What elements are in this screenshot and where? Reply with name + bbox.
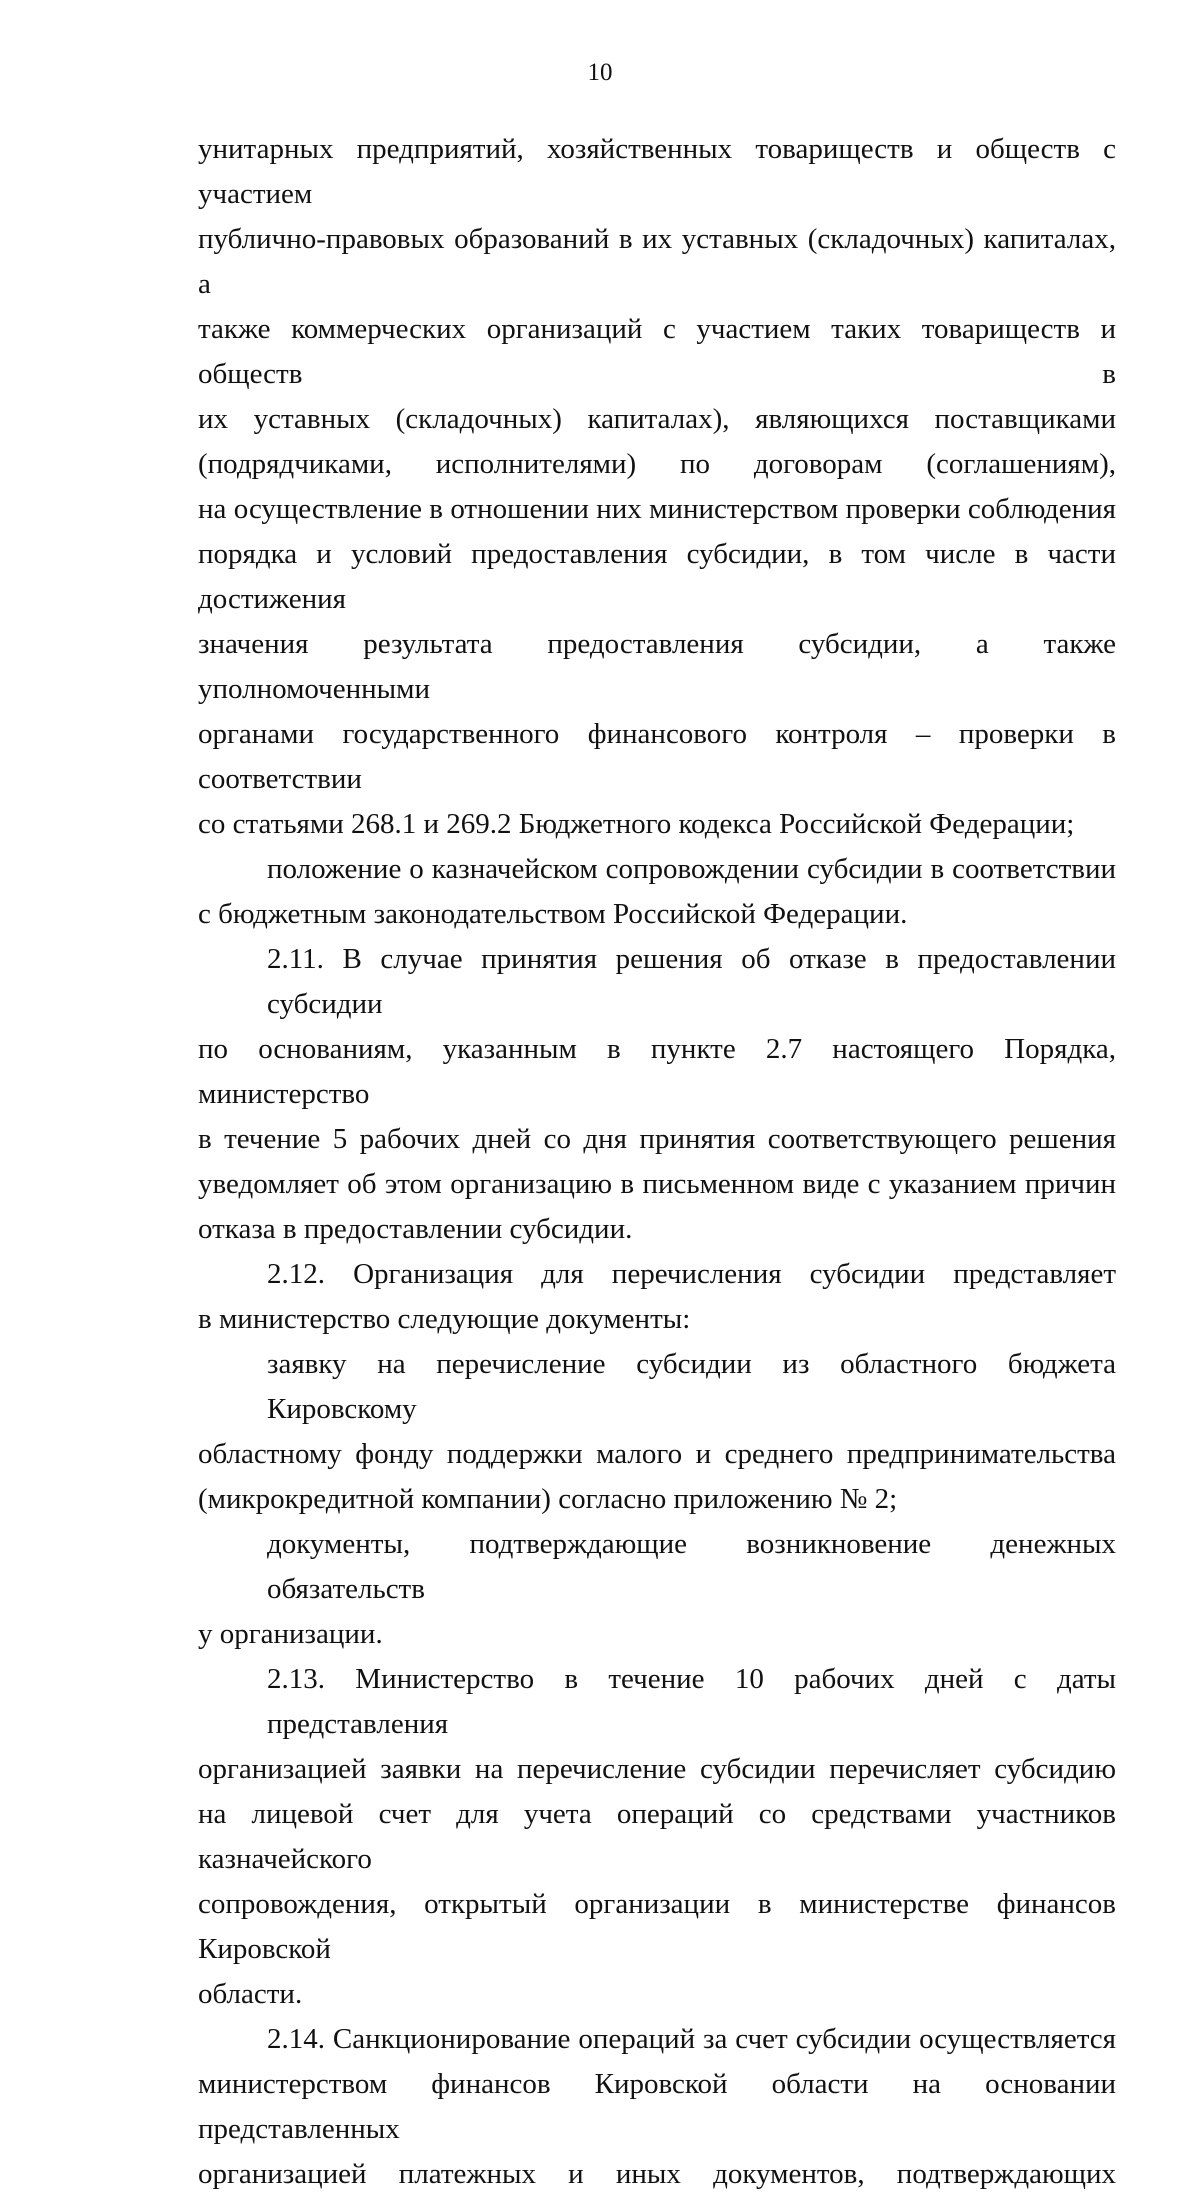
text-line: уведомляет об этом организацию в письменном виде с указанием причин (198, 1168, 1116, 1200)
text-line: со статьями 268.1 и 269.2 Бюджетного кодекса Российской Федерации; (198, 808, 1075, 840)
text-line: отказа в предоставлении субсидии. (198, 1213, 633, 1245)
paragraph (198, 847, 1116, 937)
text-line: документы, подтверждающие возникновение денежных обязательств (267, 1528, 1116, 1605)
text-line: организацией заявки на перечисление субсидии перечисляет субсидию (198, 1753, 1116, 1785)
paragraph (198, 937, 1116, 1252)
text-line: также коммерческих организаций с участием таких товариществ и обществ в (198, 313, 1116, 390)
paragraph (198, 1522, 1116, 1657)
text-line: 2.11. В случае принятия решения об отказе в предоставлении субсидии (267, 943, 1116, 1020)
text-line: заявку на перечисление субсидии из областного бюджета Кировскому (267, 1348, 1116, 1425)
text-line: областному фонду поддержки малого и среднего предпринимательства (198, 1438, 1116, 1470)
text-line: 2.12. Организация для перечисления субсидии представляет (267, 1258, 1116, 1290)
text-line: их уставных (складочных) капиталах), являющихся поставщиками (198, 403, 1116, 435)
text-line: публично-правовых образований в их уставных (складочных) капиталах, а (198, 223, 1116, 300)
document-body (198, 127, 1116, 2197)
text-line: на лицевой счет для учета операций со средствами участников казначейского (198, 1798, 1116, 1875)
text-line: положение о казначейском сопровождении субсидии в соответствии (267, 853, 1116, 885)
text-line: значения результата предоставления субсидии, а также уполномоченными (198, 628, 1116, 705)
paragraph (198, 1342, 1116, 1522)
text-line: министерством финансов Кировской области на основании представленных (198, 2068, 1116, 2145)
text-line: 2.14. Санкционирование операций за счет субсидии осуществляется (267, 2023, 1116, 2055)
page-number: 10 (587, 59, 613, 86)
paragraph (198, 1657, 1116, 2017)
text-line: в течение 5 рабочих дней со дня принятия соответствующего решения (198, 1123, 1116, 1155)
text-line: организацией платежных и иных документов, подтверждающих (198, 2158, 1116, 2190)
paragraph (198, 127, 1116, 847)
text-line: по основаниям, указанным в пункте 2.7 настоящего Порядка, министерство (198, 1033, 1116, 1110)
text-line: унитарных предприятий, хозяйственных товариществ и обществ с участием (198, 133, 1116, 210)
text-line: в министерство следующие документы: (198, 1303, 691, 1335)
text-line: на осуществление в отношении них министерством проверки соблюдения (198, 493, 1116, 525)
text-line: области. (198, 1978, 303, 2010)
text-line: у организации. (198, 1618, 383, 1650)
text-line: сопровождения, открытый организации в министерстве финансов Кировской (198, 1888, 1116, 1965)
text-line: 2.13. Министерство в течение 10 рабочих дней с даты представления (267, 1663, 1116, 1740)
text-line: органами государственного финансового контроля – проверки в соответствии (198, 718, 1116, 795)
paragraph (198, 2017, 1116, 2197)
text-line: порядка и условий предоставления субсидии, в том числе в части достижения (198, 538, 1116, 615)
paragraph (198, 1252, 1116, 1342)
text-line: (микрокредитной компании) согласно приложению № 2; (198, 1483, 898, 1515)
text-line: с бюджетным законодательством Российской Федерации. (198, 898, 908, 930)
text-line: (подрядчиками, исполнителями) по договорам (соглашениям), (198, 448, 1116, 480)
